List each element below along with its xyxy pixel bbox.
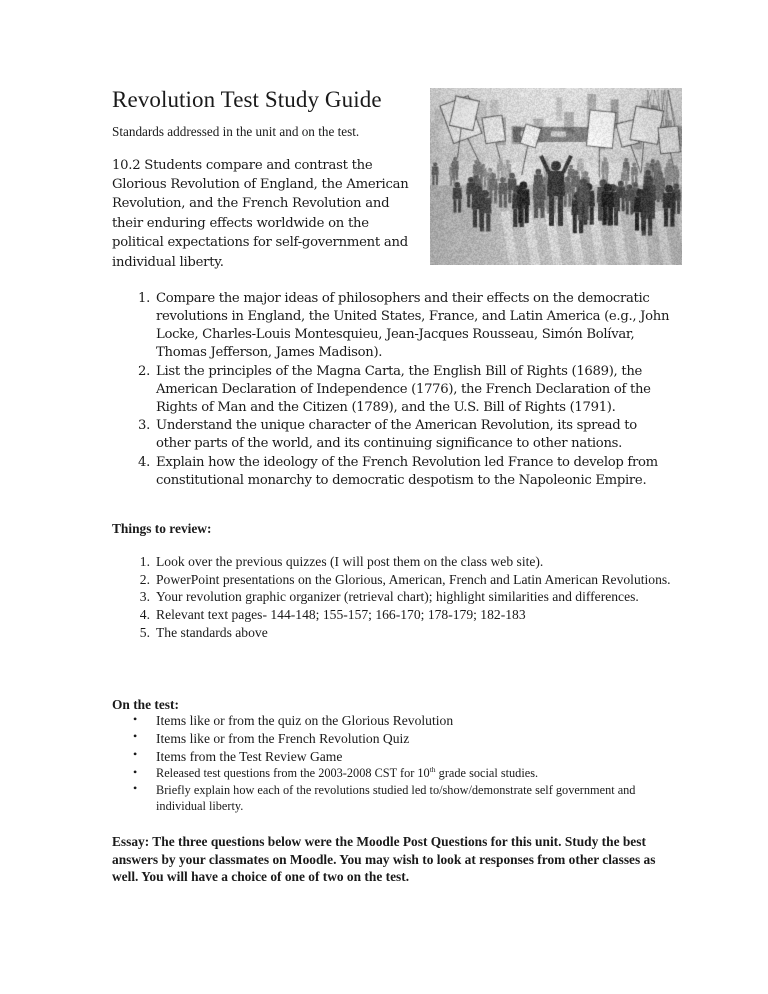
list-item-text: Items like or from the quiz on the Glorious Revolution	[156, 713, 454, 728]
revolution-photo	[430, 88, 682, 265]
list-item	[112, 417, 672, 453]
list-item	[112, 624, 672, 642]
list-item	[112, 454, 672, 490]
things-to-review-heading: Things to review:	[112, 521, 212, 536]
list-item-text: Released test questions from the 2003-2008 CST for 10th grade social studies.	[156, 765, 539, 781]
list-item-text: Relevant text pages- 144-148; 155-157; 166-170; 178-179; 182-183	[156, 607, 526, 623]
list-item-text: Look over the previous quizzes (I will post them on the class web site).	[156, 554, 544, 569]
list-item-text: The standards above	[156, 624, 268, 640]
list-item	[112, 730, 672, 748]
list-marker: 3.	[138, 418, 150, 434]
bullet-icon: •	[133, 764, 138, 779]
list-item	[112, 290, 672, 362]
list-marker: 2.	[139, 571, 150, 587]
standards-numbered-list	[112, 290, 672, 490]
list-item-text: PowerPoint presentations on the Glorious, American, French and Latin American Revolutions.	[156, 571, 671, 587]
list-item	[112, 712, 672, 730]
intro-standards-text: Standards addressed in the unit and on the test.	[112, 124, 360, 140]
list-item	[112, 588, 672, 606]
list-item-text: Briefly explain how each of the revolutions studied led to/show/demonstrate self government and individual liberty.	[156, 782, 636, 814]
list-item	[112, 765, 672, 781]
standard-10-2-text: 10.2 Students compare and contrast the Glorious Revolution of England, the American Revolution, and the French Revolution and their enduring effects worldwide on the political expectations for self-government and individual liberty.	[112, 157, 409, 270]
list-marker: 5.	[139, 624, 150, 640]
list-item	[112, 553, 672, 571]
page-title: Revolution Test Study Guide	[112, 87, 382, 112]
list-item	[112, 363, 672, 417]
list-item-text: Your revolution graphic organizer (retrieval chart); highlight similarities and differences.	[156, 589, 639, 605]
ordinal-suffix: th	[429, 765, 436, 775]
list-item	[112, 782, 672, 815]
list-item-text: Understand the unique character of the American Revolution, its spread to other parts of the world, and its continuing significance to other nations.	[156, 418, 637, 452]
list-item-text: Items from the Test Review Game	[156, 748, 343, 764]
things-to-review-list	[112, 553, 672, 641]
list-item-text: Items like or from the French Revolution Quiz	[156, 730, 410, 746]
revolution-photo-canvas	[430, 88, 682, 265]
essay-paragraph: Essay: The three questions below were the Moodle Post Questions for this unit. Study the best answers by your classmates on Moodle. You may wish to look at responses from other classes as well. You will have a choice of one of two on the test.	[112, 834, 656, 885]
list-item	[112, 748, 672, 766]
on-the-test-bullet-list	[112, 712, 672, 814]
list-item-text: Compare the major ideas of philosophers and their effects on the democratic revolutions in England, the United States, France, and Latin America (e.g., John Locke, Charles-Louis Montesquieu, Jean-Jacques Rousseau, Simón Bolívar, Thomas Jefferson, James Madison).	[156, 291, 670, 361]
list-marker: 4.	[138, 454, 150, 470]
list-item-text: Explain how the ideology of the French Revolution led France to develop from constitutional monarchy to democratic despotism to the Napoleonic Empire.	[156, 454, 658, 488]
bullet-icon: •	[133, 781, 138, 796]
list-marker: 4.	[139, 607, 150, 623]
on-the-test-heading: On the test:	[112, 697, 179, 712]
list-item	[112, 571, 672, 589]
list-item-text: List the principles of the Magna Carta, the English Bill of Rights (1689), the American Declaration of Independence (1776), the French Declaration of the Rights of Man and the Citizen (1789), and the U.S. Bill of Rights (1791).	[156, 363, 651, 415]
bullet-icon: •	[133, 711, 138, 726]
list-item	[112, 606, 672, 624]
list-marker: 2.	[138, 363, 150, 379]
bullet-icon: •	[133, 729, 138, 744]
list-marker: 1.	[139, 554, 150, 569]
bullet-icon: •	[133, 747, 138, 762]
list-marker: 3.	[139, 589, 150, 605]
list-marker: 1.	[138, 291, 150, 306]
